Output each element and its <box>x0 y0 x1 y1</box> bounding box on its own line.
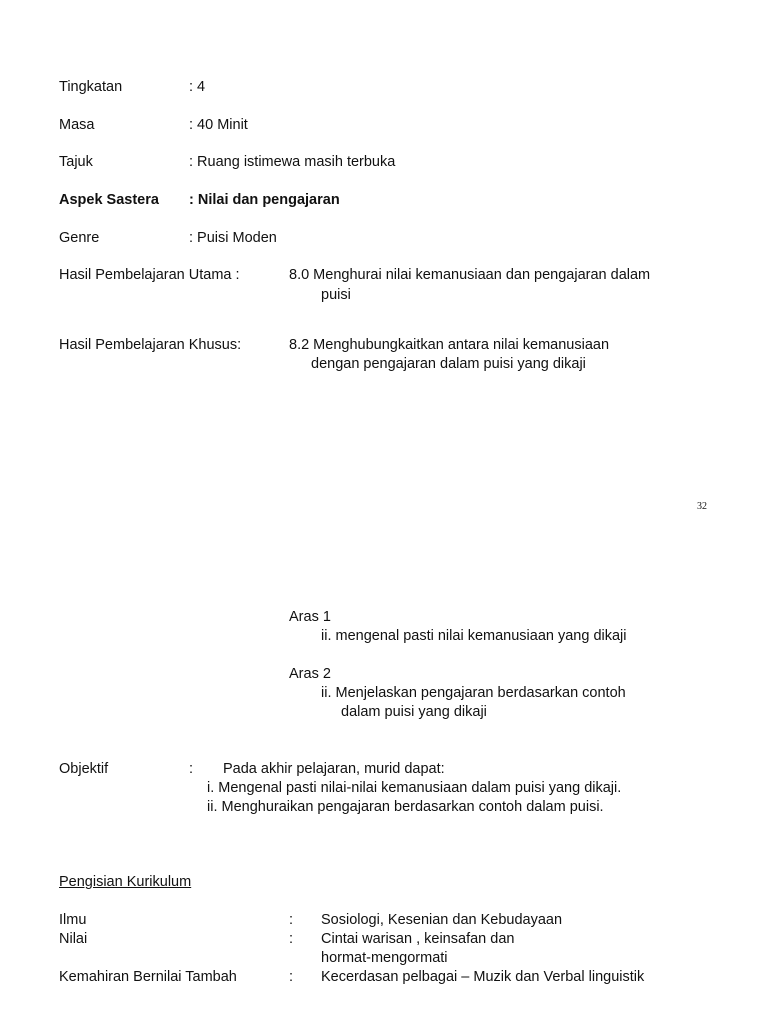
aras-1-label: Aras 1 <box>289 609 331 625</box>
aspek-sastera-value: : Nilai dan pengajaran <box>189 192 340 208</box>
nilai-label: Nilai <box>59 931 88 947</box>
objektif-intro: Pada akhir pelajaran, murid dapat: <box>223 761 445 777</box>
objektif-item-2: ii. Menghuraikan pengajaran berdasarkan contoh dalam puisi. <box>207 799 604 815</box>
tingkatan-label: Tingkatan <box>59 79 123 95</box>
aras-2-item-line1: ii. Menjelaskan pengajaran berdasarkan contoh <box>321 685 626 701</box>
hasil-pembelajaran-utama-label: Hasil Pembelajaran Utama : <box>59 267 240 283</box>
aras-1-item: ii. mengenal pasti nilai kemanusiaan yang dikaji <box>321 628 627 644</box>
ilmu-label: Ilmu <box>59 912 87 928</box>
masa-value: : 40 Minit <box>189 117 248 133</box>
hasil-pembelajaran-utama-line2: puisi <box>321 287 351 303</box>
hasil-pembelajaran-khusus-label: Hasil Pembelajaran Khusus: <box>59 337 242 353</box>
ilmu-colon: : <box>289 912 294 928</box>
nilai-value: Cintai warisan , keinsafan dan <box>321 931 515 947</box>
genre-value: : Puisi Moden <box>189 230 277 246</box>
aras-2-item-line2: dalam puisi yang dikaji <box>341 704 487 720</box>
tajuk-value: : Ruang istimewa masih terbuka <box>189 154 396 170</box>
ilmu-value: Sosiologi, Kesenian dan Kebudayaan <box>321 912 563 928</box>
pengisian-kurikulum-heading: Pengisian Kurikulum <box>59 874 192 890</box>
kemahiran-bernilai-tambah-value: Kecerdasan pelbagai – Muzik dan Verbal linguistik <box>321 969 645 985</box>
aspek-sastera-label: Aspek Sastera <box>59 192 159 208</box>
genre-label: Genre <box>59 230 100 246</box>
masa-label: Masa <box>59 117 95 133</box>
objektif-item-1: i. Mengenal pasti nilai-nilai kemanusiaan dalam puisi yang dikaji. <box>207 780 622 796</box>
objektif-colon: : <box>189 761 194 777</box>
aras-2-label: Aras 2 <box>289 666 331 682</box>
page-number: 32 <box>697 501 707 512</box>
nilai-value-line2: hormat-mengormati <box>321 950 448 966</box>
kemahiran-bernilai-tambah-label: Kemahiran Bernilai Tambah <box>59 969 237 985</box>
hasil-pembelajaran-utama-line1: 8.0 Menghurai nilai kemanusiaan dan pengajaran dalam <box>289 267 651 283</box>
hasil-pembelajaran-khusus-line1: 8.2 Menghubungkaitkan antara nilai kemanusiaan <box>289 337 610 353</box>
nilai-colon: : <box>289 931 294 947</box>
objektif-label: Objektif <box>59 761 109 777</box>
tajuk-label: Tajuk <box>59 154 93 170</box>
tingkatan-value: : 4 <box>189 79 206 95</box>
kemahiran-bernilai-tambah-colon: : <box>289 969 294 985</box>
hasil-pembelajaran-khusus-line2: dengan pengajaran dalam puisi yang dikaji <box>311 356 586 372</box>
